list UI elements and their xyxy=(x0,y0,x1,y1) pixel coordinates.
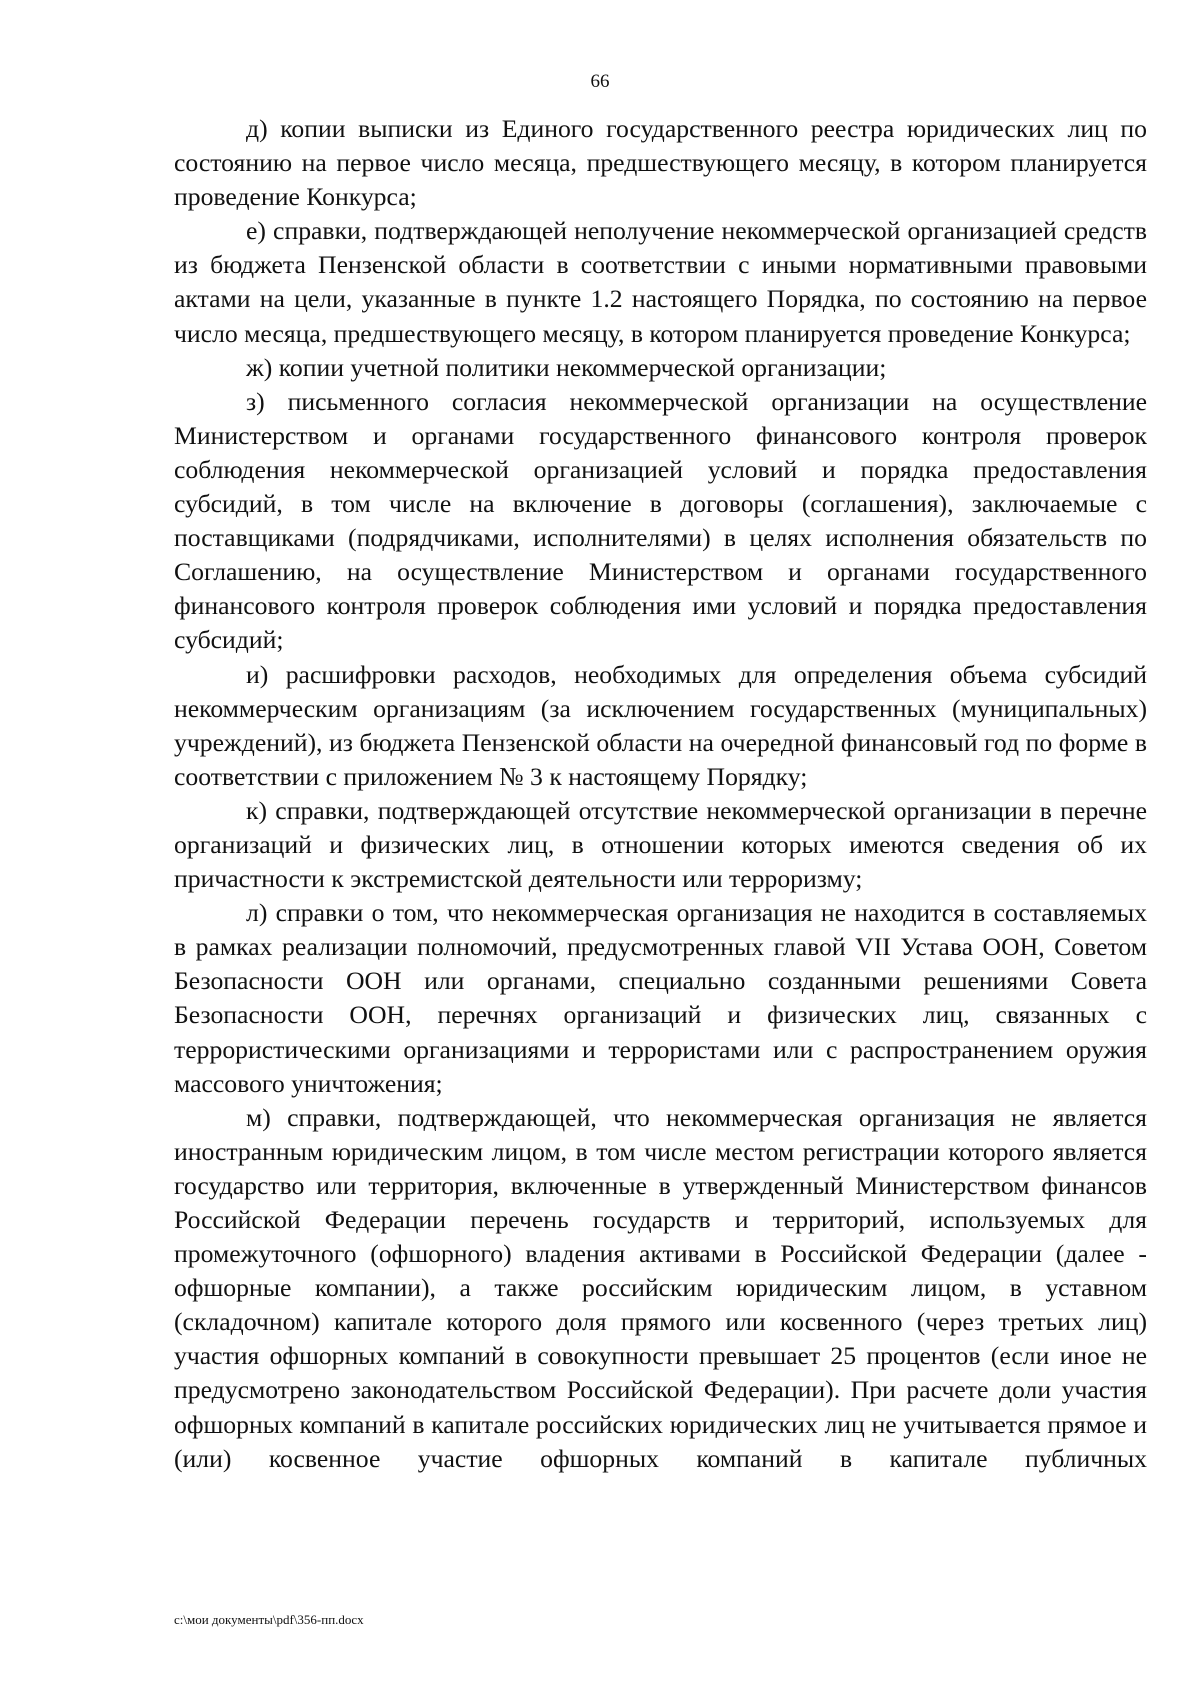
document-body xyxy=(174,112,1147,1476)
paragraph-i: и) расшифровки расходов, необходимых для определения объема субсидий некоммерческим организациям (за исключением государственных (муниципальных) учреждений), из бюджета Пензенской области на очередной финансовый год по форме в соответствии с приложением № 3 к настоящему Порядку; xyxy=(174,659,1147,791)
footer-file-path: c:\мои документы\pdf\356-пп.docx xyxy=(174,1612,364,1627)
paragraph-e: е) справки, подтверждающей неполучение некоммерческой организацией средств из бюджета Пензенской области в соответствии с иными нормативными правовыми актами на цели, указанные в пункте 1.2 настоящего Порядка, по состоянию на первое число месяца, предшествующего месяцу, в котором планируется проведение Конкурса; xyxy=(174,216,1147,348)
paragraph-k: к) справки, подтверждающей отсутствие некоммерческой организации в перечне организаций и физических лиц, в отношении которых имеются сведения об их причастности к экстремистской деятельности или терроризму; xyxy=(174,795,1147,894)
paragraph-m: м) справки, подтверждающей, что некоммерческая организация не является иностранным юридическим лицом, в том числе местом регистрации которого является государство или территория, включенные в утвержденный Министерством финансов Российской Федерации перечень государств и территорий, используемых для промежуточного (офшорного) владения активами в Российской Федерации (далее - офшорные компании), а также российским юридическим лицом, в уставном (складочном) капитале которого доля прямого или косвенного (через третьих лиц) участия офшорных компаний в совокупности превышает 25 процентов (если иное не предусмотрено законодательством Российской Федерации). При расчете доли участия офшорных компаний в капитале российских юридических лиц не учитывается прямое и (или) косвенное участие офшорных компаний в капитале публичных xyxy=(174,1102,1147,1473)
paragraph-zh: ж) копии учетной политики некоммерческой организации; xyxy=(246,352,887,382)
paragraph-d: д) копии выписки из Единого государственного реестра юридических лиц по состоянию на первое число месяца, предшествующего месяцу, в котором планируется проведение Конкурса; xyxy=(174,114,1147,212)
paragraph-l: л) справки о том, что некоммерческая организация не находится в составляемых в рамках реализации полномочий, предусмотренных главой VII Устава ООН, Советом Безопасности ООН или органами, специально созданными решениями Совета Безопасности ООН, перечнях организаций и физических лиц, связанных с террористическими организациями и террористами или с распространением оружия массового уничтожения; xyxy=(174,898,1147,1098)
paragraph-z: з) письменного согласия некоммерческой организации на осуществление Министерством и органами государственного финансового контроля проверок соблюдения некоммерческой организацией условий и порядка предоставления субсидий, в том числе на включение в договоры (соглашения), заключаемые с поставщиками (подрядчиками, исполнителями) в целях исполнения обязательств по Соглашению, на осуществление Министерством и органами государственного финансового контроля проверок соблюдения ими условий и порядка предоставления субсидий; xyxy=(174,386,1147,655)
page-number: 66 xyxy=(590,71,610,92)
